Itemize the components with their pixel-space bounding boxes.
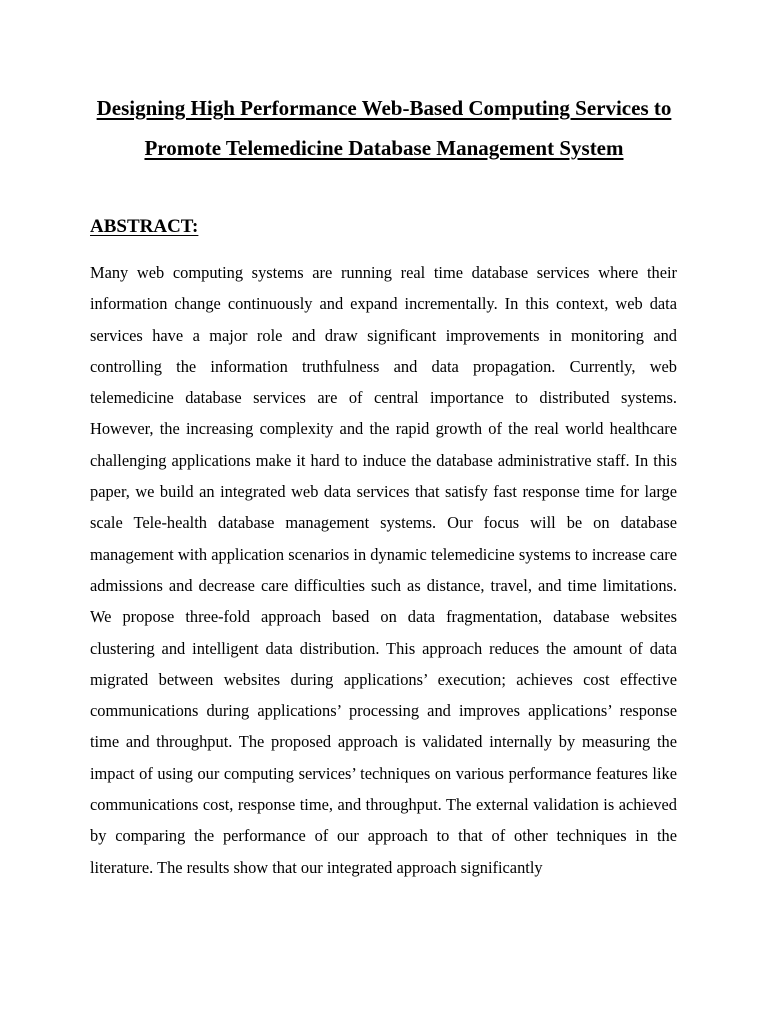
abstract-heading: ABSTRACT: [90, 216, 199, 237]
document-title: Designing High Performance Web-Based Computing Services to Promote Telemedicine Database Management System [96, 96, 672, 160]
abstract-paragraph: Many web computing systems are running real time database services where their information change continuously and expand incrementally. In this context, web data services have a major role and draw significant improvements in monitoring and controlling the information truthfulness and data propagation. Currently, web telemedicine database services are of central importance to distributed systems. However, the increasing complexity and the rapid growth of the real world healthcare challenging applications make it hard to induce the database administrative staff. In this paper, we build an integrated web data services that satisfy fast response time for large scale Tele-health database management systems. Our focus will be on database management with application scenarios in dynamic telemedicine systems to increase care admissions and decrease care difficulties such as distance, travel, and time limitations. We propose three-fold approach based on data fragmentation, database websites clustering and intelligent data distribution. This approach reduces the amount of data migrated between websites during applications’ execution; achieves cost effective communications during applications’ processing and improves applications’ response time and throughput. The proposed approach is validated internally by measuring the impact of using our computing services’ techniques on various performance features like communications cost, response time, and throughput. The external validation is achieved by comparing the performance of our approach to that of other techniques in the literature. The results show that our integrated approach significantly [90, 263, 677, 877]
